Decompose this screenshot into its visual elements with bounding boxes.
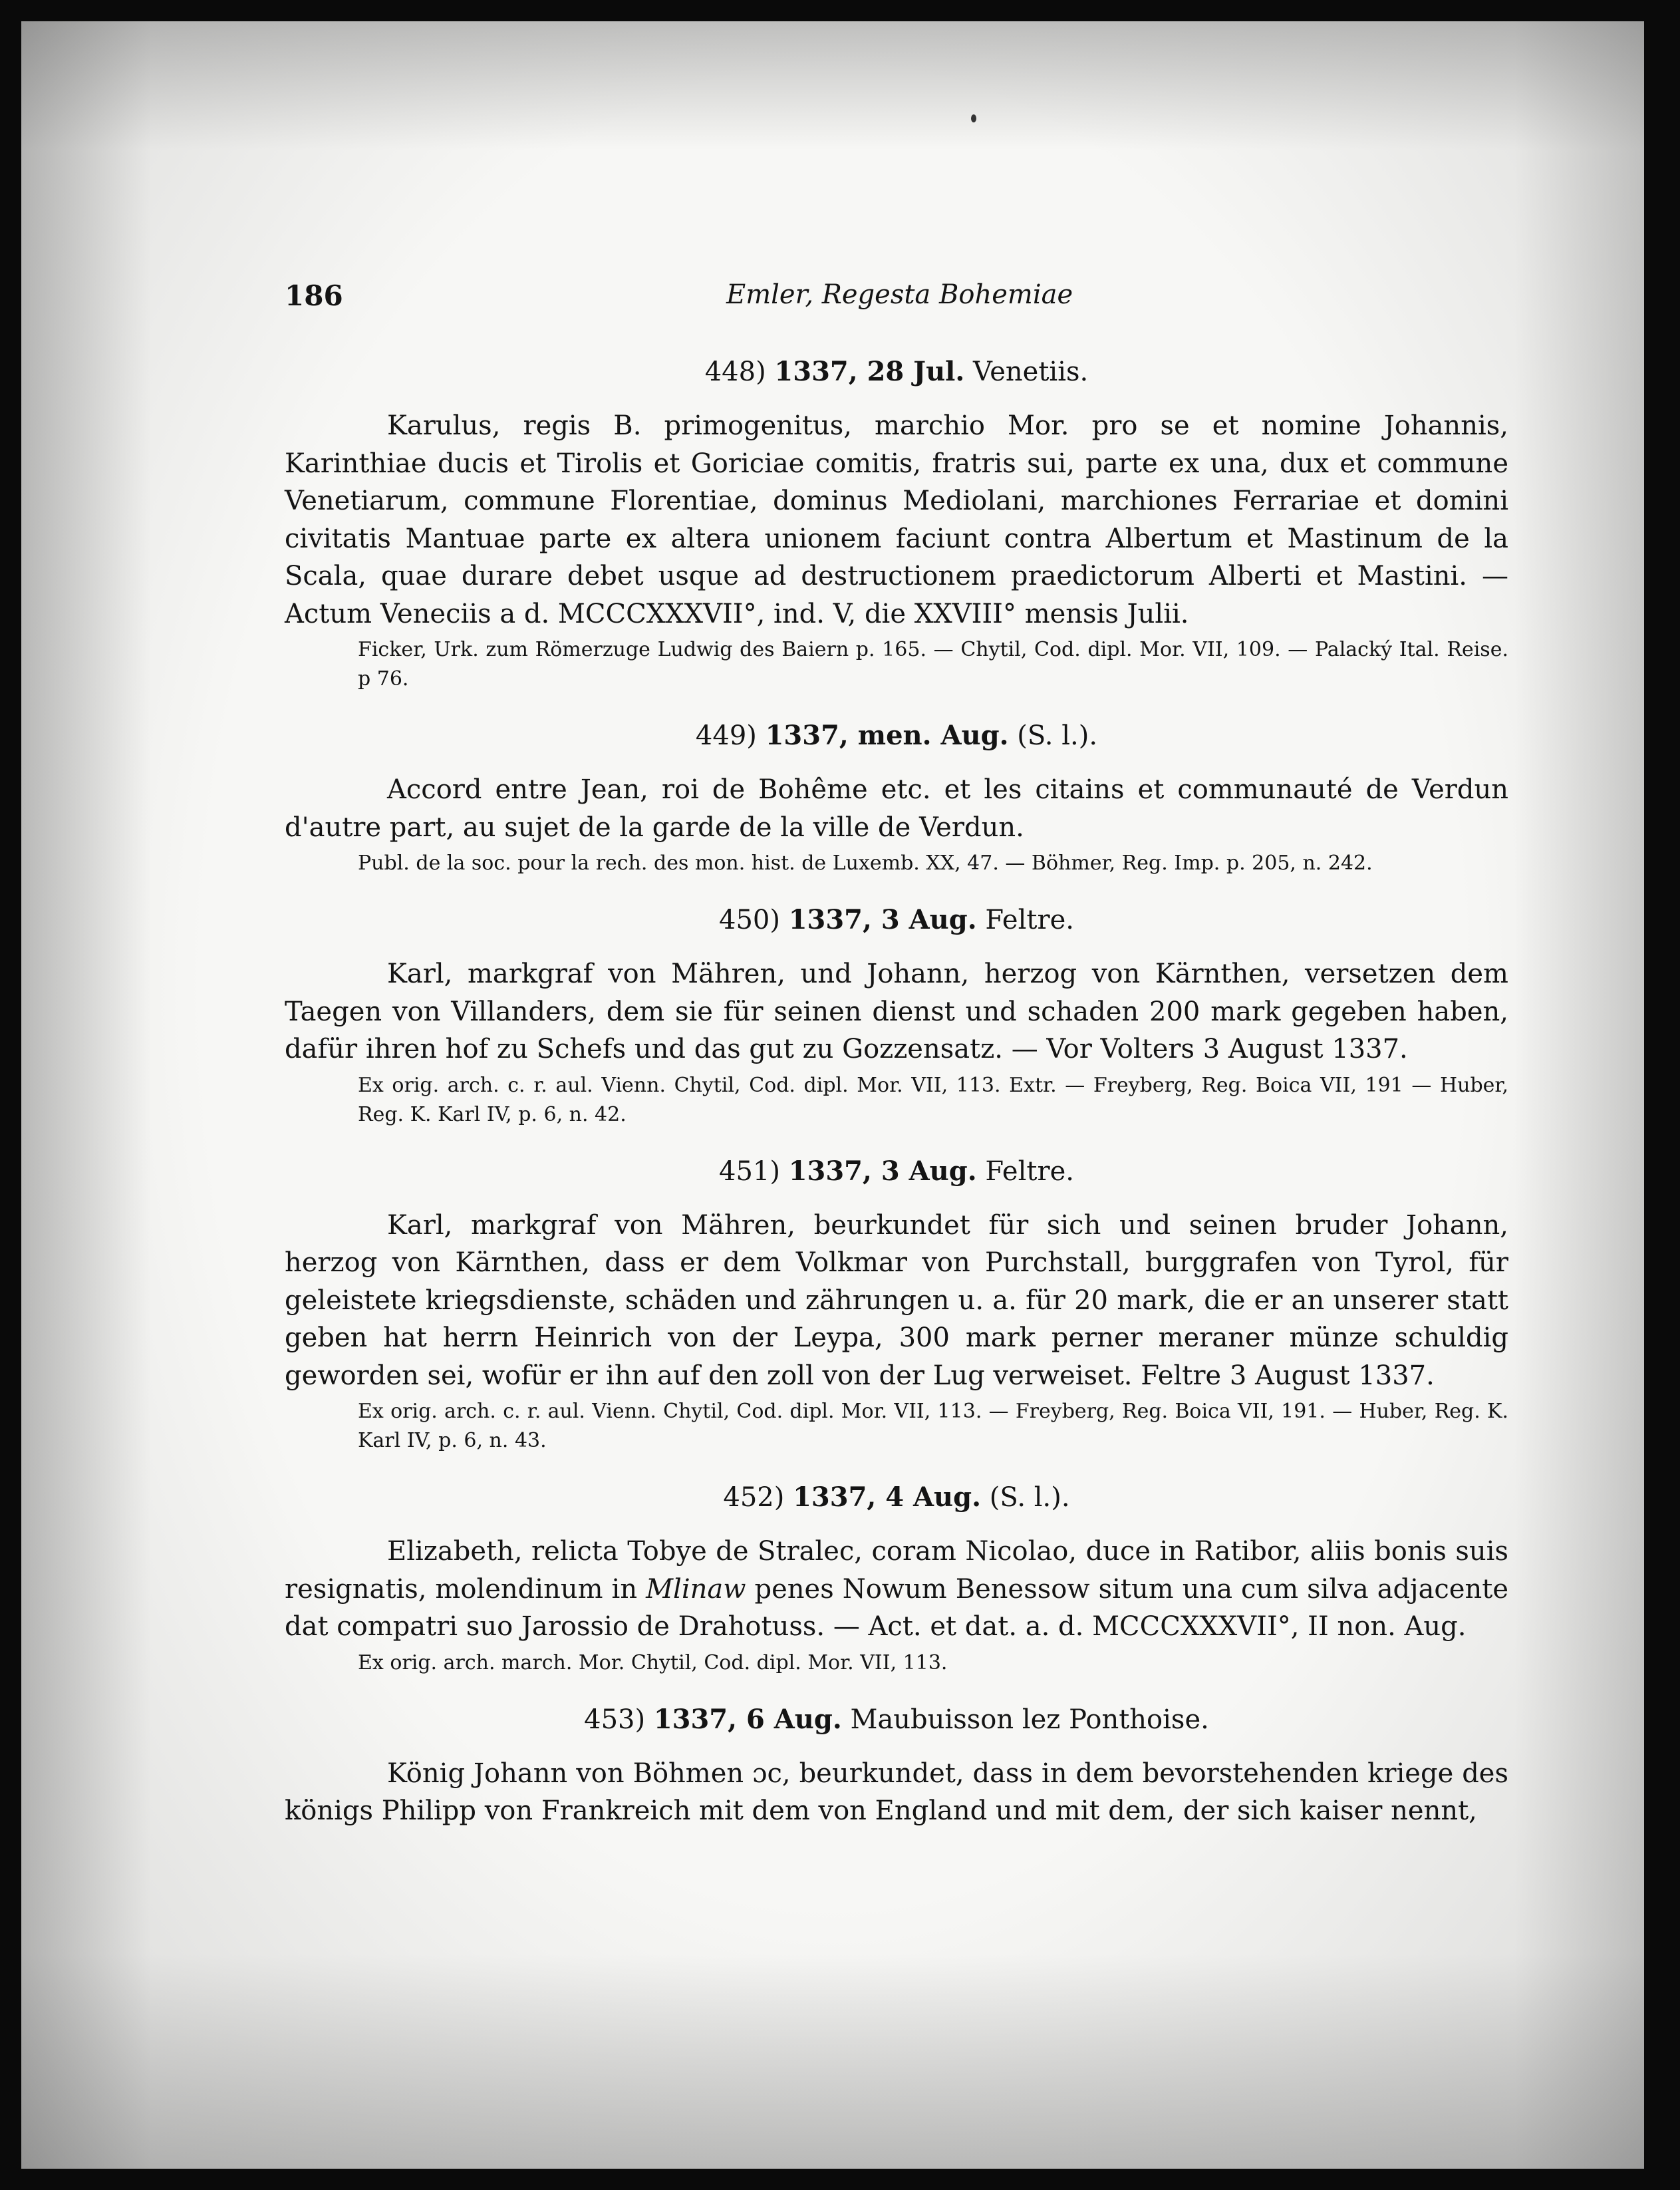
- entry-body-text: Elizabeth, relicta Tobye de Stralec, coram Nicolao, duce in Ratibor, aliis bonis suis resignatis, molendinum in: [285, 1536, 1508, 1605]
- page-header: [21, 279, 1644, 319]
- entry-body: König Johann von Böhmen ɔc, beurkundet, dass in dem bevorstehenden kriege des königs Philipp von Frankreich mit dem von England und mit dem, der sich kaiser nennt,: [285, 1758, 1508, 1826]
- entry-date: 1337, 6 Aug.: [653, 1703, 842, 1735]
- entry-number: 451): [719, 1156, 780, 1187]
- entry-date: 1337, 3 Aug.: [788, 1155, 977, 1187]
- entry-source: Publ. de la soc. pour la rech. des mon. hist. de Luxemb. XX, 47. — Böhmer, Reg. Imp. p. 205, n. 242.: [358, 852, 1373, 875]
- page-content: [285, 354, 1508, 1854]
- entry-body: Karl, markgraf von Mähren, und Johann, herzog von Kärnthen, versetzen dem Taegen von Villanders, dem sie für seinen dienst und schaden 200 mark gegeben haben, dafür ihren hof zu Schefs und das gut zu Gozzensatz. — Vor Volters 3 August 1337.: [285, 959, 1508, 1064]
- entry-heading: [285, 1154, 1508, 1189]
- regest-entry-453: [285, 1702, 1508, 1830]
- entry-place: Venetiis.: [973, 357, 1089, 387]
- entry-number: 452): [723, 1482, 785, 1513]
- regest-entry-452: [285, 1480, 1508, 1678]
- entry-place: (S. l.).: [989, 1482, 1070, 1513]
- entry-date: 1337, 28 Jul.: [774, 356, 965, 387]
- entry-body-italic-place: Mlinaw: [646, 1573, 746, 1605]
- regest-entry-448: [285, 354, 1508, 694]
- entry-number: 450): [719, 905, 780, 935]
- regest-entry-449: [285, 718, 1508, 878]
- entry-number: 453): [584, 1704, 646, 1735]
- scanned-page: [21, 21, 1644, 2169]
- page-number: 186: [285, 279, 343, 312]
- entry-place: Feltre.: [985, 905, 1074, 935]
- entry-source: Ex orig. arch. c. r. aul. Vienn. Chytil, Cod. dipl. Mor. VII, 113. Extr. — Freyberg, Reg. Boica VII, 191 — Huber, Reg. K. Karl IV, p. 6, n. 42.: [358, 1073, 1508, 1126]
- entry-heading: [285, 902, 1508, 938]
- entry-date: 1337, 3 Aug.: [788, 904, 977, 935]
- entry-body: [285, 1533, 1508, 1646]
- entry-body: Karulus, regis B. primogenitus, marchio Mor. pro se et nomine Johannis, Karinthiae ducis et Tirolis et Goriciae comitis, fratris sui, parte ex una, dux et commune Venetiarum, commune Florentiae, dominus Mediolani, marchiones Ferrariae et domini civitatis Mantuae parte ex altera unionem faciunt contra Albertum et Mastinum de la Scala, quae durare debet usque ad destructionem praedictorum Alberti et Mastini. — Actum Veneciis a d. MCCCXXXVII°, ind. V, die XXVIII° mensis Julii.: [285, 410, 1508, 629]
- entry-place: (S. l.).: [1017, 720, 1098, 751]
- entry-body-text: penes Nowum Benessow situm una cum silva adjacente dat compatri suo Jarossio de Drahotuss. — Act. et dat. a. d. MCCCXXXVII°, II non. Aug.: [285, 1573, 1508, 1642]
- entry-heading: [285, 718, 1508, 754]
- regest-entry-451: [285, 1154, 1508, 1456]
- entry-date: 1337, men. Aug.: [765, 720, 1009, 751]
- entry-source: Ficker, Urk. zum Römerzuge Ludwig des Baiern p. 165. — Chytil, Cod. dipl. Mor. VII, 109. — Palacký Ital. Reise. p 76.: [358, 638, 1508, 691]
- entry-body: Accord entre Jean, roi de Bohême etc. et les citains et communauté de Verdun d'autre part, au sujet de la garde de la ville de Verdun.: [285, 774, 1508, 843]
- regest-entry-450: [285, 902, 1508, 1130]
- entry-source: Ex orig. arch. march. Mor. Chytil, Cod. dipl. Mor. VII, 113.: [358, 1650, 948, 1674]
- entry-heading: [285, 1480, 1508, 1515]
- entry-body: Karl, markgraf von Mähren, beurkundet für sich und seinen bruder Johann, herzog von Kärnthen, dass er dem Volkmar von Purchstall, burggrafen von Tyrol, für geleistete kriegsdienste, schäden und zährungen u. a. für 20 mark, die er an unserer statt geben hat herrn Heinrich von der Leypa, 300 mark perner meraner münze schuldig geworden sei, wofür er ihn auf den zoll von der Lug verweiset. Feltre 3 August 1337.: [285, 1209, 1508, 1391]
- entry-source: Ex orig. arch. c. r. aul. Vienn. Chytil, Cod. dipl. Mor. VII, 113. — Freyberg, Reg. Boica VII, 191. — Huber, Reg. K. Karl IV, p. 6, n. 43.: [358, 1400, 1508, 1452]
- entry-date: 1337, 4 Aug.: [793, 1482, 982, 1513]
- entry-place: Maubuisson lez Ponthoise.: [850, 1704, 1209, 1735]
- entry-number: 448): [704, 357, 766, 387]
- entry-number: 449): [695, 720, 757, 751]
- entry-place: Feltre.: [985, 1156, 1074, 1187]
- entry-heading: [285, 1702, 1508, 1738]
- entry-heading: [285, 354, 1508, 390]
- ink-speck: [971, 114, 976, 122]
- running-title: Emler, Regesta Bohemiae: [726, 279, 1073, 310]
